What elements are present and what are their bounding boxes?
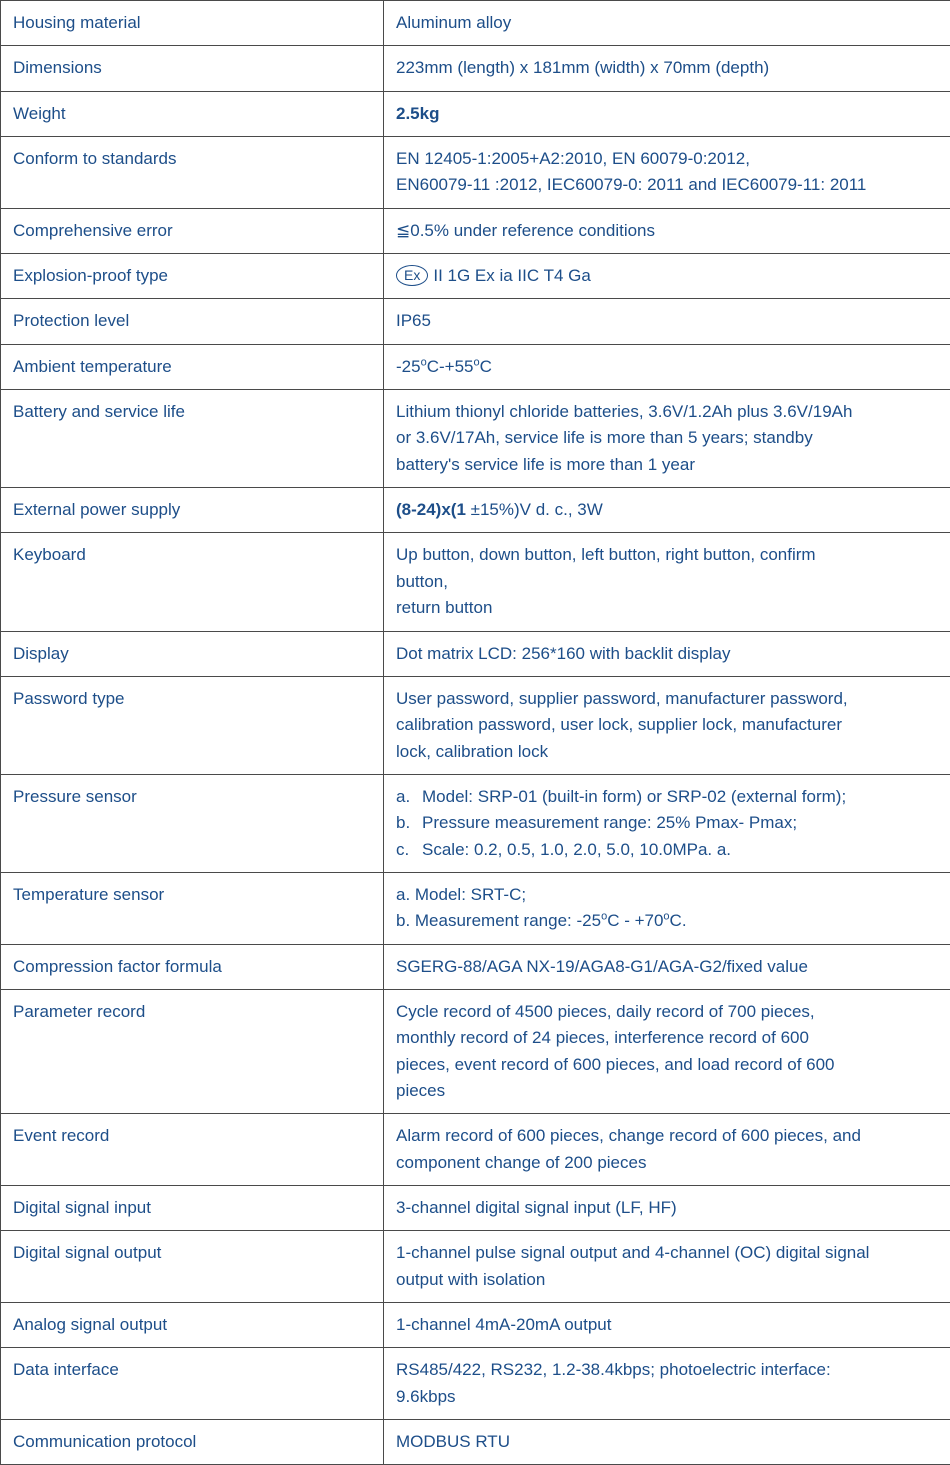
row-value-line: Lithium thionyl chloride batteries, 3.6V/1.2Ah plus 3.6V/19Ah (396, 399, 950, 425)
table-row (1, 208, 950, 253)
table-row (1, 676, 950, 774)
temp-max: C (480, 357, 492, 376)
list-text: Scale: 0.2, 0.5, 1.0, 2.0, 5.0, 10.0MPa. a. (422, 837, 731, 863)
table-row (1, 46, 950, 91)
table-row (1, 1231, 950, 1303)
row-value-line: Up button, down button, left button, right button, confirm (396, 542, 950, 568)
row-label: Compression factor formula (1, 944, 384, 989)
row-value-line: EN 12405-1:2005+A2:2010, EN 60079-0:2012, (396, 146, 950, 172)
table-row (1, 1303, 950, 1348)
row-value (384, 676, 950, 774)
row-value-line: a. Model: SRT-C; (396, 882, 950, 908)
row-value (384, 254, 950, 299)
row-value: IP65 (384, 299, 950, 344)
row-value: Aluminum alloy (384, 1, 950, 46)
table-row (1, 1114, 950, 1186)
row-value-line: calibration password, user lock, supplier lock, manufacturer (396, 712, 950, 738)
row-value: 223mm (length) x 181mm (width) x 70mm (depth) (384, 46, 950, 91)
row-value-line (396, 908, 950, 934)
degree-symbol: o (473, 356, 479, 368)
degree-symbol: o (663, 911, 669, 923)
row-value: ≦0.5% under reference conditions (384, 208, 950, 253)
row-value: 2.5kg (384, 91, 950, 136)
row-label: Conform to standards (1, 137, 384, 209)
temp-range-mid: C - +70 (607, 911, 663, 930)
power-tolerance: ±15%)V d. c., 3W (466, 500, 603, 519)
row-value (384, 137, 950, 209)
table-row (1, 1186, 950, 1231)
temp-range-pre: b. Measurement range: -25 (396, 911, 601, 930)
table-row (1, 390, 950, 488)
row-label: Comprehensive error (1, 208, 384, 253)
table-row (1, 344, 950, 389)
row-value (384, 488, 950, 533)
table-row (1, 137, 950, 209)
row-value-line: Alarm record of 600 pieces, change record of 600 pieces, and (396, 1123, 950, 1149)
list-text: Pressure measurement range: 25% Pmax- Pmax; (422, 810, 797, 836)
row-label: External power supply (1, 488, 384, 533)
row-label: Display (1, 631, 384, 676)
list-marker: a. (396, 784, 422, 810)
degree-symbol: o (601, 911, 607, 923)
row-value: 3-channel digital signal input (LF, HF) (384, 1186, 950, 1231)
row-value (384, 774, 950, 872)
ex-marking-icon: Ex (396, 265, 428, 286)
row-label: Weight (1, 91, 384, 136)
temp-mid: C-+55 (427, 357, 474, 376)
row-label: Analog signal output (1, 1303, 384, 1348)
row-label: Dimensions (1, 46, 384, 91)
power-range: (8-24)x(1 (396, 500, 466, 519)
row-value (384, 1231, 950, 1303)
row-value-line: or 3.6V/17Ah, service life is more than 5 years; standby (396, 425, 950, 451)
row-label: Ambient temperature (1, 344, 384, 389)
row-value (384, 1114, 950, 1186)
table-row (1, 1420, 950, 1465)
row-value-line: monthly record of 24 pieces, interference record of 600 (396, 1025, 950, 1051)
temp-range-post: C. (670, 911, 687, 930)
row-value (384, 872, 950, 944)
row-value: MODBUS RTU (384, 1420, 950, 1465)
row-label: Data interface (1, 1348, 384, 1420)
table-row (1, 631, 950, 676)
row-label: Parameter record (1, 989, 384, 1113)
table-row (1, 872, 950, 944)
row-value-line: Cycle record of 4500 pieces, daily record of 700 pieces, (396, 999, 950, 1025)
row-value-line: 1-channel pulse signal output and 4-channel (OC) digital signal (396, 1240, 950, 1266)
table-row (1, 91, 950, 136)
row-label: Digital signal output (1, 1231, 384, 1303)
row-value-line: pieces (396, 1078, 950, 1104)
row-label: Keyboard (1, 533, 384, 631)
row-value: Dot matrix LCD: 256*160 with backlit display (384, 631, 950, 676)
table-row (1, 989, 950, 1113)
list-text: Model: SRP-01 (built-in form) or SRP-02 (external form); (422, 784, 846, 810)
row-value: SGERG-88/AGA NX-19/AGA8-G1/AGA-G2/fixed value (384, 944, 950, 989)
row-value (384, 989, 950, 1113)
list-item (396, 837, 950, 863)
list-marker: b. (396, 810, 422, 836)
row-label: Password type (1, 676, 384, 774)
row-value-line: return button (396, 595, 950, 621)
row-value-line: output with isolation (396, 1267, 950, 1293)
table-row (1, 254, 950, 299)
row-value (384, 390, 950, 488)
table-row (1, 488, 950, 533)
row-label: Digital signal input (1, 1186, 384, 1231)
row-label: Communication protocol (1, 1420, 384, 1465)
row-value (384, 1348, 950, 1420)
row-label: Temperature sensor (1, 872, 384, 944)
temp-min: -25 (396, 357, 421, 376)
row-label: Protection level (1, 299, 384, 344)
row-label: Pressure sensor (1, 774, 384, 872)
row-label: Event record (1, 1114, 384, 1186)
degree-symbol: o (421, 356, 427, 368)
table-row (1, 944, 950, 989)
list-item (396, 784, 950, 810)
row-label: Explosion-proof type (1, 254, 384, 299)
row-value (384, 533, 950, 631)
row-value-line: pieces, event record of 600 pieces, and load record of 600 (396, 1052, 950, 1078)
list-item (396, 810, 950, 836)
row-value-line: RS485/422, RS232, 1.2-38.4kbps; photoelectric interface: (396, 1357, 950, 1383)
row-value-line: EN60079-11 :2012, IEC60079-0: 2011 and IEC60079-11: 2011 (396, 172, 950, 198)
row-value-line: 9.6kbps (396, 1384, 950, 1410)
row-label: Housing material (1, 1, 384, 46)
table-row (1, 1, 950, 46)
table-row (1, 299, 950, 344)
table-row (1, 1348, 950, 1420)
row-label: Battery and service life (1, 390, 384, 488)
row-value-line: battery's service life is more than 1 year (396, 452, 950, 478)
row-value (384, 344, 950, 389)
table-row (1, 533, 950, 631)
row-value-line: button, (396, 569, 950, 595)
row-value-line: component change of 200 pieces (396, 1150, 950, 1176)
list-marker: c. (396, 837, 422, 863)
table-row (1, 774, 950, 872)
row-value-line: lock, calibration lock (396, 739, 950, 765)
row-value-line: User password, supplier password, manufacturer password, (396, 686, 950, 712)
table-body (1, 1, 950, 1465)
sub-item-list (396, 784, 950, 863)
row-value-text: II 1G Ex ia IIC T4 Ga (433, 266, 590, 285)
row-value: 1-channel 4mA-20mA output (384, 1303, 950, 1348)
